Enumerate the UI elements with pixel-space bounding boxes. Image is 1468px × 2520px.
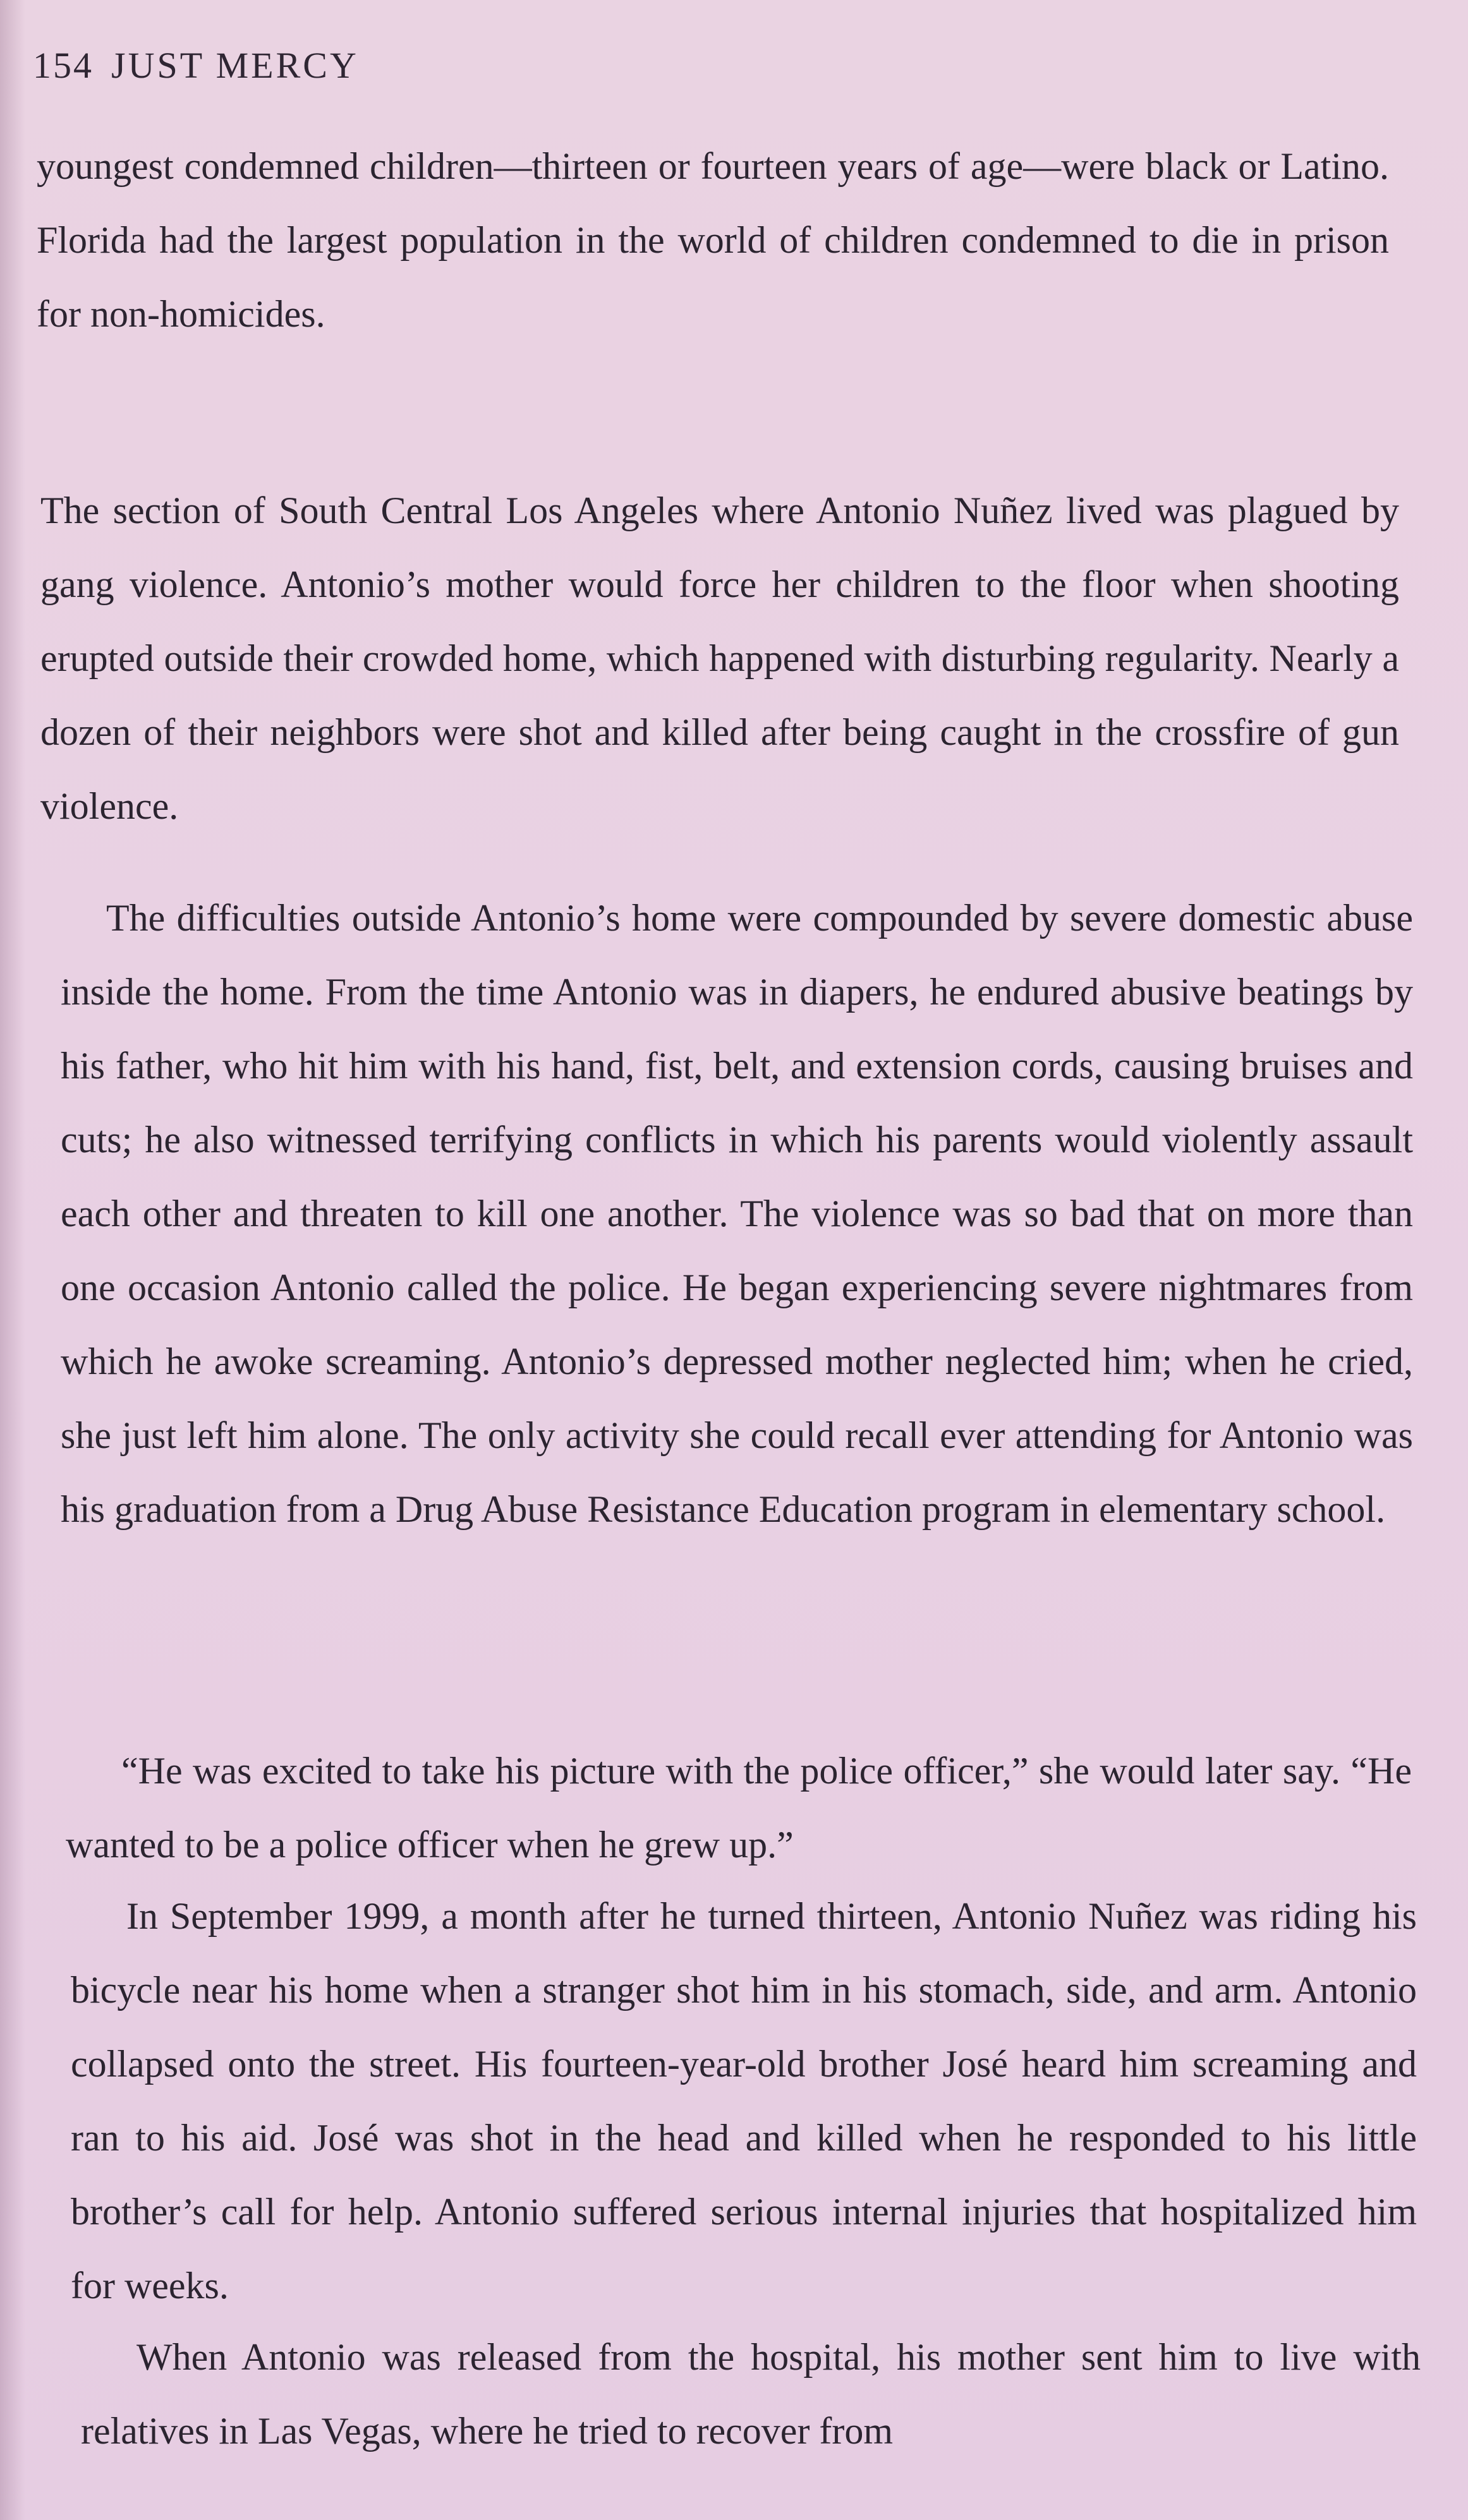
paragraph-quote: “He was excited to take his picture with the police officer,” she would later say. “He wanted to be a police officer when he grew up.”: [66, 1750, 1412, 1866]
paragraph: In September 1999, a month after he turned thirteen, Antonio Nuñez was riding his bicycle near his home when a stranger shot him in his stomach, side, and arm. Antonio collapsed onto the street. His fourteen-year-old brother José heard him screaming and ran to his aid. José was shot in the head and killed when he responded to his little brother’s call for help. Antonio suffered serious internal injuries that hospitalized him for weeks.: [71, 1895, 1417, 2306]
paragraph: The difficulties outside Antonio’s home were compounded by severe domestic abuse inside the home. From the time Antonio was in diapers, he endured abusive beatings by his father, who hit him with his hand, fist, belt, and extension cords, causing bruises and cuts; he also witnessed terrifying conflicts in which his parents would violently assault each other and threaten to kill one another. The violence was so bad that on more than one occasion Antonio called the police. He began experiencing severe nightmares from which he awoke screaming. Antonio’s depressed mother neglected him; when he cried, she just left him alone. The only activity she could recall ever attending for Antonio was his graduation from a Drug Abuse Resistance Education program in elementary school.: [61, 897, 1413, 1530]
paragraph: When Antonio was released from the hospital, his mother sent him to live with relatives in Las Vegas, where he tried to recover from: [81, 2336, 1421, 2452]
paragraph-section-start: The section of South Central Los Angeles where Antonio Nuñez lived was plagued by gang violence. Antonio’s mother would force her children to the floor when shooting erupted outside their crowded home, which happened with disturbing regularity. Nearly a dozen of their neighbors were shot and killed after being caught in the crossfire of gun violence.: [40, 490, 1399, 827]
page-number: 154: [33, 45, 94, 86]
page-edge-shadow: [0, 0, 25, 2520]
running-title: JUST MERCY: [111, 45, 359, 86]
paragraph-continued: youngest condemned children—thirteen or fourteen years of age—were black or Latino. Florida had the largest population in the world of children condemned to die in prison for non-homicides.: [37, 145, 1389, 335]
running-head: [33, 44, 359, 87]
